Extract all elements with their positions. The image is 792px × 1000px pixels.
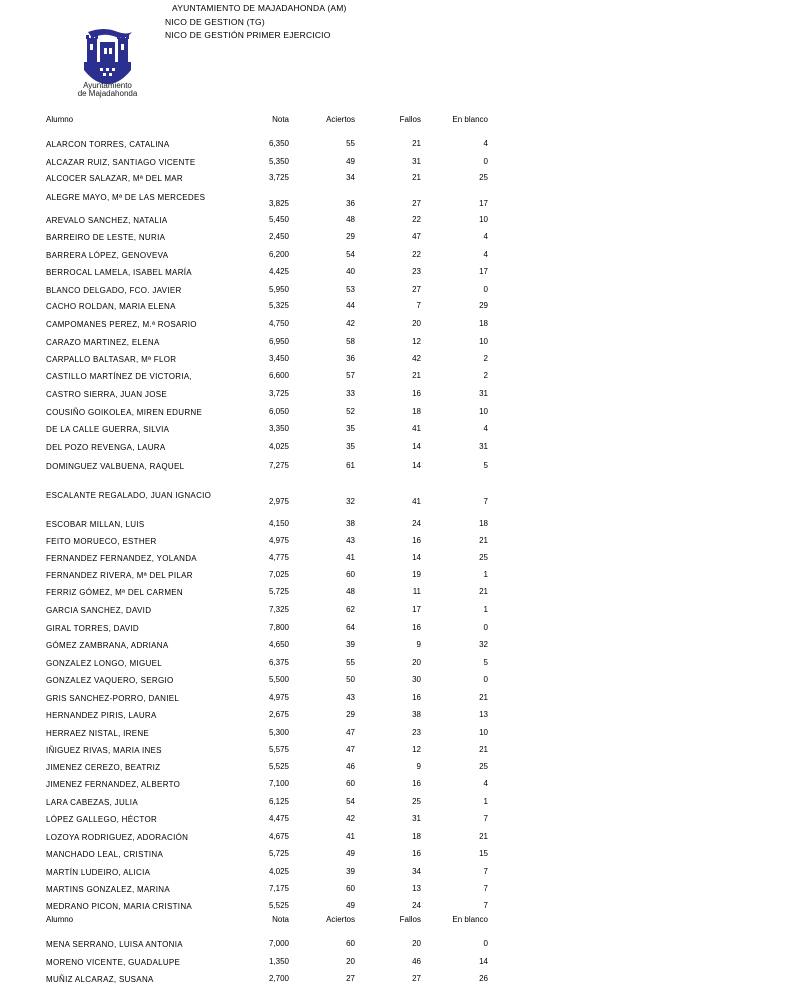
- cell-fallos: 14: [412, 442, 421, 451]
- cell-fallos: 16: [412, 623, 421, 632]
- table-row: [46, 883, 491, 896]
- table-row: [46, 284, 491, 297]
- cell-nota: 1,350: [268, 957, 289, 966]
- cell-nota: 2,700: [268, 974, 289, 983]
- cell-nota: 7,325: [268, 605, 289, 614]
- cell-en-blanco: 21: [479, 745, 488, 754]
- cell-alumno: ALARCON TORRES, CATALINA: [46, 140, 170, 149]
- cell-aciertos: 32: [346, 497, 355, 506]
- cell-alumno: IÑIGUEZ RIVAS, MARIA INES: [46, 746, 162, 755]
- cell-en-blanco: 21: [479, 693, 488, 702]
- cell-nota: 4,975: [268, 693, 289, 702]
- cell-en-blanco: 0: [483, 623, 488, 632]
- table-row: [46, 172, 491, 185]
- table-row: [46, 423, 491, 436]
- cell-nota: 3,350: [268, 424, 289, 433]
- cell-en-blanco: 7: [483, 867, 488, 876]
- cell-alumno: DEL POZO REVENGA, LAURA: [46, 443, 166, 452]
- cell-fallos: 11: [412, 587, 421, 596]
- cell-alumno: CASTILLO MARTÍNEZ DE VICTORIA,: [46, 372, 193, 381]
- table-row: [46, 266, 491, 279]
- cell-aciertos: 40: [346, 267, 355, 276]
- cell-alumno: JIMENEZ CEREZO, BEATRIZ: [46, 763, 161, 772]
- cell-aciertos: 47: [346, 728, 355, 737]
- table-row: [46, 569, 491, 582]
- logo-caption-line-1: Ayuntamiento: [83, 81, 132, 90]
- cell-en-blanco: 21: [479, 832, 488, 841]
- table-row: [46, 249, 491, 262]
- cell-nota: 4,650: [268, 640, 289, 649]
- cell-en-blanco: 2: [483, 354, 488, 363]
- cell-fallos: 9: [416, 640, 421, 649]
- cell-aciertos: 58: [346, 337, 355, 346]
- cell-alumno: CARAZO MARTINEZ, ELENA: [46, 338, 160, 347]
- cell-en-blanco: 31: [479, 389, 488, 398]
- table-row: [46, 156, 491, 169]
- cell-fallos: 22: [412, 250, 421, 259]
- cell-aciertos: 48: [346, 215, 355, 224]
- table-row: [46, 138, 491, 151]
- cell-alumno: CAMPOMANES PEREZ, M.ª ROSARIO: [46, 320, 197, 329]
- cell-aciertos: 64: [346, 623, 355, 632]
- cell-en-blanco: 17: [479, 267, 488, 276]
- cell-en-blanco: 29: [479, 301, 488, 310]
- cell-fallos: 27: [412, 285, 421, 294]
- cell-en-blanco: 1: [483, 605, 488, 614]
- cell-aciertos: 42: [346, 319, 355, 328]
- logo-caption: [60, 82, 155, 98]
- cell-en-blanco: 4: [483, 139, 488, 148]
- cell-alumno: BLANCO DELGADO, FCO. JAVIER: [46, 286, 182, 295]
- col-header-en-blanco: En blanco: [452, 915, 488, 924]
- table-row: [46, 973, 491, 986]
- cell-fallos: 21: [412, 139, 421, 148]
- cell-aciertos: 53: [346, 285, 355, 294]
- cell-nota: 6,050: [268, 407, 289, 416]
- cell-alumno: ALCAZAR RUIZ, SANTIAGO VICENTE: [46, 158, 196, 167]
- table-row: [46, 622, 491, 635]
- col-header-fallos: Fallos: [399, 915, 421, 924]
- cell-fallos: 31: [412, 814, 421, 823]
- cell-alumno: MARTÍN LUDEIRO, ALICIA: [46, 868, 151, 877]
- cell-aciertos: 62: [346, 605, 355, 614]
- cell-fallos: 41: [412, 497, 421, 506]
- table-row: [46, 535, 491, 548]
- cell-en-blanco: 21: [479, 536, 488, 545]
- cell-nota: 3,825: [268, 199, 289, 208]
- cell-alumno: ALCOCER SALAZAR, Mª DEL MAR: [46, 174, 184, 183]
- cell-nota: 6,600: [268, 371, 289, 380]
- cell-nota: 5,450: [268, 215, 289, 224]
- cell-en-blanco: 4: [483, 424, 488, 433]
- cell-aciertos: 44: [346, 301, 355, 310]
- cell-alumno: BARRERA LÓPEZ, GENOVEVA: [46, 251, 169, 260]
- cell-en-blanco: 2: [483, 371, 488, 380]
- table-row: [46, 639, 491, 652]
- cell-alumno: AREVALO SANCHEZ, NATALIA: [46, 216, 168, 225]
- cell-en-blanco: 5: [483, 461, 488, 470]
- cell-fallos: 19: [412, 570, 421, 579]
- cell-nota: 2,975: [268, 497, 289, 506]
- cell-fallos: 25: [412, 797, 421, 806]
- cell-nota: 6,125: [268, 797, 289, 806]
- cell-nota: 5,725: [268, 849, 289, 858]
- cell-en-blanco: 32: [479, 640, 488, 649]
- cell-en-blanco: 0: [483, 157, 488, 166]
- cell-aciertos: 39: [346, 867, 355, 876]
- cell-aciertos: 29: [346, 232, 355, 241]
- cell-nota: 5,325: [268, 301, 289, 310]
- cell-en-blanco: 1: [483, 570, 488, 579]
- cell-nota: 3,725: [268, 389, 289, 398]
- cell-aciertos: 43: [346, 536, 355, 545]
- cell-alumno: FERNANDEZ FERNANDEZ, YOLANDA: [46, 554, 197, 563]
- cell-nota: 2,675: [268, 710, 289, 719]
- cell-nota: 6,200: [268, 250, 289, 259]
- cell-alumno: HERRAEZ NISTAL, IRENE: [46, 729, 150, 738]
- cell-fallos: 41: [412, 424, 421, 433]
- cell-en-blanco: 10: [479, 215, 488, 224]
- cell-alumno: BERROCAL LAMELA, ISABEL MARÍA: [46, 268, 192, 277]
- cell-fallos: 12: [412, 337, 421, 346]
- cell-nota: 4,150: [268, 519, 289, 528]
- cell-fallos: 20: [412, 939, 421, 948]
- cell-en-blanco: 18: [479, 519, 488, 528]
- cell-fallos: 27: [412, 199, 421, 208]
- table-row: [46, 370, 491, 383]
- col-header-aciertos: Aciertos: [326, 915, 355, 924]
- cell-aciertos: 35: [346, 442, 355, 451]
- cell-fallos: 17: [412, 605, 421, 614]
- cell-fallos: 27: [412, 974, 421, 983]
- table-row: [46, 441, 491, 454]
- cell-aciertos: 60: [346, 939, 355, 948]
- table-row: [46, 388, 491, 401]
- cell-fallos: 16: [412, 536, 421, 545]
- header-line-3: NICO DE GESTIÓN PRIMER EJERCICIO: [165, 30, 331, 40]
- table-row: [46, 709, 491, 722]
- cell-en-blanco: 31: [479, 442, 488, 451]
- cell-nota: 4,475: [268, 814, 289, 823]
- cell-fallos: 47: [412, 232, 421, 241]
- cell-alumno: MUÑIZ ALCARAZ, SUSANA: [46, 975, 154, 984]
- cell-fallos: 24: [412, 901, 421, 910]
- table-row: [46, 336, 491, 349]
- cell-alumno: ALEGRE MAYO, Mª DE LAS MERCEDES: [46, 193, 206, 202]
- cell-nota: 7,800: [268, 623, 289, 632]
- cell-nota: 4,025: [268, 867, 289, 876]
- table-row: [46, 460, 491, 473]
- cell-aciertos: 57: [346, 371, 355, 380]
- cell-nota: 6,950: [268, 337, 289, 346]
- cell-aciertos: 61: [346, 461, 355, 470]
- cell-nota: 2,450: [268, 232, 289, 241]
- cell-aciertos: 55: [346, 658, 355, 667]
- cell-fallos: 30: [412, 675, 421, 684]
- cell-en-blanco: 7: [483, 814, 488, 823]
- cell-aciertos: 29: [346, 710, 355, 719]
- cell-aciertos: 54: [346, 250, 355, 259]
- cell-aciertos: 38: [346, 519, 355, 528]
- cell-alumno: FEITO MORUECO, ESTHER: [46, 537, 157, 546]
- cell-alumno: GIRAL TORRES, DAVID: [46, 624, 139, 633]
- col-header-nota: Nota: [272, 115, 289, 124]
- cell-aciertos: 20: [346, 957, 355, 966]
- cell-alumno: GÓMEZ ZAMBRANA, ADRIANA: [46, 641, 169, 650]
- cell-fallos: 24: [412, 519, 421, 528]
- table-row: [46, 900, 491, 913]
- cell-aciertos: 49: [346, 157, 355, 166]
- table-row: [46, 518, 491, 531]
- cell-en-blanco: 4: [483, 779, 488, 788]
- cell-alumno: BARREIRO DE LESTE, NURIA: [46, 233, 166, 242]
- table-row: [46, 657, 491, 670]
- cell-nota: 4,750: [268, 319, 289, 328]
- table-row: [46, 796, 491, 809]
- cell-fallos: 9: [416, 762, 421, 771]
- cell-nota: 7,275: [268, 461, 289, 470]
- cell-aciertos: 34: [346, 173, 355, 182]
- cell-alumno: GARCIA SANCHEZ, DAVID: [46, 606, 152, 615]
- cell-fallos: 23: [412, 728, 421, 737]
- cell-fallos: 20: [412, 319, 421, 328]
- cell-aciertos: 47: [346, 745, 355, 754]
- cell-nota: 5,350: [268, 157, 289, 166]
- cell-alumno: HERNANDEZ PIRIS, LAURA: [46, 711, 157, 720]
- cell-aciertos: 36: [346, 354, 355, 363]
- table-row: [46, 778, 491, 791]
- cell-fallos: 16: [412, 693, 421, 702]
- cell-alumno: ESCALANTE REGALADO, JUAN IGNACIO: [46, 491, 212, 500]
- cell-aciertos: 55: [346, 139, 355, 148]
- cell-nota: 4,425: [268, 267, 289, 276]
- cell-alumno: FERNANDEZ RIVERA, Mª DEL PILAR: [46, 571, 193, 580]
- cell-en-blanco: 7: [483, 884, 488, 893]
- col-header-alumno: Alumno: [46, 915, 74, 924]
- cell-en-blanco: 18: [479, 319, 488, 328]
- cell-fallos: 21: [412, 173, 421, 182]
- cell-nota: 5,725: [268, 587, 289, 596]
- cell-aciertos: 54: [346, 797, 355, 806]
- cell-fallos: 22: [412, 215, 421, 224]
- table-row: [46, 956, 491, 969]
- cell-alumno: GONZALEZ VAQUERO, SERGIO: [46, 676, 174, 685]
- cell-alumno: GRIS SANCHEZ-PORRO, DANIEL: [46, 694, 180, 703]
- cell-alumno: MARTINS GONZALEZ, MARINA: [46, 885, 170, 894]
- cell-fallos: 16: [412, 849, 421, 858]
- table-row: [46, 586, 491, 599]
- cell-aciertos: 52: [346, 407, 355, 416]
- logo-caption-line-2: de Majadahonda: [77, 89, 138, 98]
- cell-fallos: 18: [412, 832, 421, 841]
- cell-en-blanco: 25: [479, 173, 488, 182]
- table-row: [46, 300, 491, 313]
- cell-alumno: JIMENEZ FERNANDEZ, ALBERTO: [46, 780, 181, 789]
- cell-alumno: MEDRANO PICON, MARIA CRISTINA: [46, 902, 193, 911]
- cell-alumno: COUSIÑO GOIKOLEA, MIREN EDURNE: [46, 408, 203, 417]
- table-row: [46, 848, 491, 861]
- header-line-1: AYUNTAMIENTO DE MAJADAHONDA (AM): [172, 3, 347, 13]
- cell-nota: 6,350: [268, 139, 289, 148]
- cell-nota: 5,950: [268, 285, 289, 294]
- cell-nota: 7,175: [268, 884, 289, 893]
- cell-fallos: 16: [412, 389, 421, 398]
- cell-en-blanco: 10: [479, 728, 488, 737]
- cell-aciertos: 48: [346, 587, 355, 596]
- cell-alumno: CACHO ROLDAN, MARIA ELENA: [46, 302, 176, 311]
- cell-fallos: 18: [412, 407, 421, 416]
- cell-en-blanco: 5: [483, 658, 488, 667]
- cell-alumno: MORENO VICENTE, GUADALUPE: [46, 958, 181, 967]
- col-header-nota: Nota: [272, 915, 289, 924]
- table-row: [46, 674, 491, 687]
- table-row: [46, 866, 491, 879]
- cell-alumno: LOZOYA RODRIGUEZ, ADORACIÓN: [46, 833, 189, 842]
- table-row: [46, 727, 491, 740]
- cell-aciertos: 41: [346, 832, 355, 841]
- cell-aciertos: 60: [346, 779, 355, 788]
- cell-nota: 5,500: [268, 675, 289, 684]
- table-header-2: [46, 915, 491, 929]
- col-header-fallos: Fallos: [399, 115, 421, 124]
- cell-alumno: MENA SERRANO, LUISA ANTONIA: [46, 940, 183, 949]
- cell-en-blanco: 21: [479, 587, 488, 596]
- cell-en-blanco: 15: [479, 849, 488, 858]
- cell-aciertos: 60: [346, 884, 355, 893]
- cell-fallos: 16: [412, 779, 421, 788]
- cell-nota: 7,000: [268, 939, 289, 948]
- cell-aciertos: 33: [346, 389, 355, 398]
- cell-aciertos: 36: [346, 199, 355, 208]
- table-row: [46, 744, 491, 757]
- cell-en-blanco: 14: [479, 957, 488, 966]
- cell-en-blanco: 10: [479, 337, 488, 346]
- cell-alumno: GONZALEZ LONGO, MIGUEL: [46, 659, 162, 668]
- cell-en-blanco: 17: [479, 199, 488, 208]
- col-header-aciertos: Aciertos: [326, 115, 355, 124]
- cell-aciertos: 43: [346, 693, 355, 702]
- col-header-alumno: Alumno: [46, 115, 74, 124]
- cell-alumno: FERRIZ GÓMEZ, Mª DEL CARMEN: [46, 588, 183, 597]
- cell-fallos: 13: [412, 884, 421, 893]
- table-row: [46, 813, 491, 826]
- cell-fallos: 31: [412, 157, 421, 166]
- cell-fallos: 7: [416, 301, 421, 310]
- table-row: [46, 552, 491, 565]
- cell-en-blanco: 0: [483, 285, 488, 294]
- cell-en-blanco: 25: [479, 762, 488, 771]
- cell-aciertos: 27: [346, 974, 355, 983]
- cell-nota: 3,450: [268, 354, 289, 363]
- cell-en-blanco: 13: [479, 710, 488, 719]
- table-row: [46, 831, 491, 844]
- cell-alumno: ESCOBAR MILLAN, LUIS: [46, 520, 145, 529]
- cell-en-blanco: 1: [483, 797, 488, 806]
- table-row: [46, 318, 491, 331]
- cell-nota: 7,100: [268, 779, 289, 788]
- cell-nota: 4,025: [268, 442, 289, 451]
- cell-en-blanco: 0: [483, 939, 488, 948]
- cell-aciertos: 49: [346, 901, 355, 910]
- table-row: [46, 231, 491, 244]
- cell-alumno: DE LA CALLE GUERRA, SILVIA: [46, 425, 170, 434]
- cell-nota: 4,775: [268, 553, 289, 562]
- cell-nota: 5,525: [268, 901, 289, 910]
- table-row: [46, 938, 491, 951]
- cell-fallos: 21: [412, 371, 421, 380]
- table-row: [46, 761, 491, 774]
- cell-fallos: 14: [412, 553, 421, 562]
- cell-nota: 4,975: [268, 536, 289, 545]
- cell-fallos: 38: [412, 710, 421, 719]
- col-header-en-blanco: En blanco: [452, 115, 488, 124]
- cell-fallos: 46: [412, 957, 421, 966]
- cell-aciertos: 60: [346, 570, 355, 579]
- cell-aciertos: 42: [346, 814, 355, 823]
- cell-fallos: 23: [412, 267, 421, 276]
- cell-nota: 5,575: [268, 745, 289, 754]
- cell-fallos: 34: [412, 867, 421, 876]
- cell-fallos: 14: [412, 461, 421, 470]
- cell-en-blanco: 0: [483, 675, 488, 684]
- table-header-1: [46, 115, 491, 129]
- cell-fallos: 12: [412, 745, 421, 754]
- cell-nota: 3,725: [268, 173, 289, 182]
- cell-alumno: CASTRO SIERRA, JUAN JOSE: [46, 390, 167, 399]
- cell-aciertos: 46: [346, 762, 355, 771]
- cell-aciertos: 35: [346, 424, 355, 433]
- cell-nota: 7,025: [268, 570, 289, 579]
- cell-fallos: 42: [412, 354, 421, 363]
- cell-nota: 5,525: [268, 762, 289, 771]
- cell-fallos: 20: [412, 658, 421, 667]
- cell-aciertos: 49: [346, 849, 355, 858]
- table-row: [46, 692, 491, 705]
- cell-aciertos: 50: [346, 675, 355, 684]
- cell-en-blanco: 7: [483, 497, 488, 506]
- cell-alumno: DOMINGUEZ VALBUENA, RAQUEL: [46, 462, 185, 471]
- cell-en-blanco: 4: [483, 250, 488, 259]
- cell-alumno: LARA CABEZAS, JULIA: [46, 798, 138, 807]
- cell-aciertos: 39: [346, 640, 355, 649]
- table-row: [46, 604, 491, 617]
- cell-alumno: CARPALLO BALTASAR, Mª FLOR: [46, 355, 177, 364]
- table-row: [46, 489, 491, 515]
- table-row: [46, 214, 491, 227]
- table-row: [46, 353, 491, 366]
- cell-nota: 5,300: [268, 728, 289, 737]
- cell-en-blanco: 25: [479, 553, 488, 562]
- cell-alumno: LÓPEZ GALLEGO, HÉCTOR: [46, 815, 158, 824]
- table-row: [46, 406, 491, 419]
- cell-en-blanco: 26: [479, 974, 488, 983]
- header-line-2: NICO DE GESTION (TG): [165, 17, 265, 27]
- cell-nota: 4,675: [268, 832, 289, 841]
- cell-en-blanco: 10: [479, 407, 488, 416]
- cell-en-blanco: 4: [483, 232, 488, 241]
- cell-en-blanco: 7: [483, 901, 488, 910]
- cell-aciertos: 41: [346, 553, 355, 562]
- cell-alumno: MANCHADO LEAL, CRISTINA: [46, 850, 164, 859]
- cell-nota: 6,375: [268, 658, 289, 667]
